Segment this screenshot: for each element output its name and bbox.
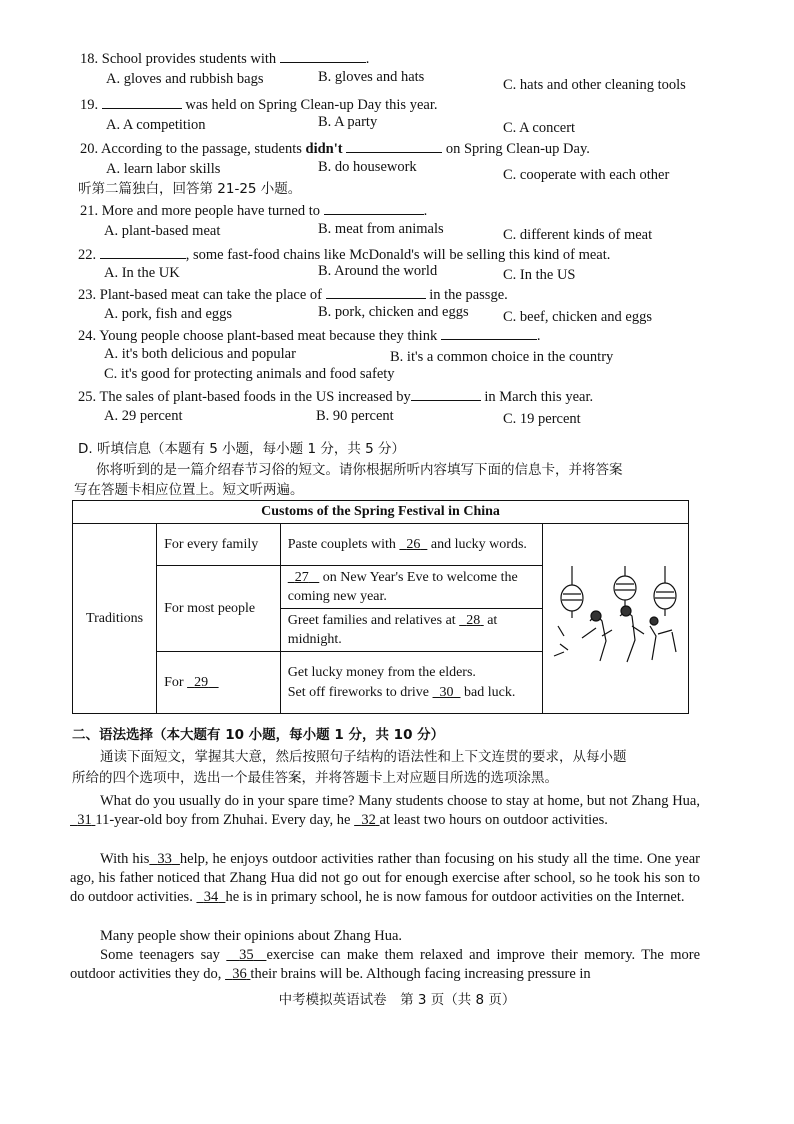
section-2-intro: 听第二篇独白，回答第 21-25 小题。 bbox=[78, 181, 302, 197]
blank-36[interactable]: 36 bbox=[232, 966, 247, 982]
row-content-most-people-2: Greet families and relatives at 28 at midnight. bbox=[280, 609, 542, 652]
traditions-label: Traditions bbox=[73, 524, 157, 714]
blank-30[interactable]: 30 bbox=[439, 684, 454, 700]
blank-27[interactable]: 27 bbox=[294, 570, 309, 585]
question-18-stem: 18. School provides students with . bbox=[80, 48, 369, 68]
blank-35[interactable]: 35 bbox=[239, 947, 254, 963]
blank-31[interactable]: 31 bbox=[77, 812, 92, 828]
blank-26[interactable]: 26 bbox=[406, 537, 421, 552]
question-25-option-b: B. 90 percent bbox=[316, 408, 394, 424]
question-23-stem: 23. Plant-based meat can take the place of in the passge. bbox=[78, 284, 508, 304]
question-23-option-a: A. pork, fish and eggs bbox=[104, 306, 233, 322]
table-title: Customs of the Spring Festival in China bbox=[73, 501, 689, 524]
question-19-stem: 19. was held on Spring Clean-up Day this year. bbox=[80, 94, 437, 114]
row-content-most-people-1: 27 on New Year's Eve to welcome the coming new year. bbox=[280, 566, 542, 609]
grammar-paragraph-4: Some teenagers say 35 exercise can make them relaxed and improve their memory. The more outdoor activities they do, 36 their brains will be. Although facing increasing pressure in bbox=[70, 947, 701, 982]
question-20-stem: 20. According to the passage, students didn't on Spring Clean-up Day. bbox=[80, 138, 590, 158]
grammar-paragraph-2: With his 33 help, he enjoys outdoor activities rather than focusing on his study all the time. One year ago, his father noticed that Zhang Hua did not go out for enough exercise after school, so he took his son to do outdoor activities. 34 he is in primary school, he is now famous for outdoor activities on the Internet. bbox=[70, 851, 700, 905]
question-22-option-c: C. In the US bbox=[503, 267, 576, 283]
question-19-option-a: A. A competition bbox=[106, 117, 206, 133]
section-d-instruction-1: 你将听到的是一篇介绍春节习俗的短文。请你根据所听内容填写下面的信息卡，并将答案 bbox=[96, 462, 623, 478]
grammar-heading: 二、语法选择（本大题有 10 小题，每小题 1 分，共 10 分） bbox=[72, 727, 445, 743]
blank-32[interactable]: 32 bbox=[361, 812, 376, 828]
page-footer: 中考模拟英语试卷 第 3 页（共 8 页） bbox=[278, 992, 516, 1008]
question-21-option-c: C. different kinds of meat bbox=[503, 227, 653, 243]
question-19-option-c: C. A concert bbox=[503, 120, 576, 136]
section-d-instruction-2: 写在答题卡相应位置上。短文听两遍。 bbox=[74, 482, 304, 498]
question-25-option-c: C. 19 percent bbox=[503, 411, 581, 427]
question-25-stem: 25. The sales of plant-based foods in the US increased by in March this year. bbox=[78, 386, 593, 406]
spring-festival-info-card bbox=[72, 500, 689, 714]
blank-29[interactable]: 29 bbox=[194, 674, 209, 690]
question-19-option-b: B. A party bbox=[318, 114, 378, 130]
question-20-option-b: B. do housework bbox=[318, 159, 417, 175]
grammar-instruction-1: 通读下面短文，掌握其大意，然后按照句子结构的语法性和上下文连贯的要求，从每小题 bbox=[100, 749, 627, 765]
question-20-option-c: C. cooperate with each other bbox=[503, 167, 670, 183]
blank-34[interactable]: 34 bbox=[203, 889, 219, 905]
question-22-stem: 22. , some fast-food chains like McDonald's will be selling this kind of meat. bbox=[78, 244, 610, 264]
question-24-option-a: A. it's both delicious and popular bbox=[104, 346, 296, 362]
question-25-option-a: A. 29 percent bbox=[104, 408, 183, 424]
question-18-option-c: C. hats and other cleaning tools bbox=[503, 77, 686, 93]
question-21-option-a: A. plant-based meat bbox=[104, 223, 221, 239]
question-24-stem: 24. Young people choose plant-based meat because they think . bbox=[78, 325, 540, 345]
grammar-paragraph-3: Many people show their opinions about Zhang Hua. bbox=[100, 928, 403, 944]
section-d-heading: D. 听填信息（本题有 5 小题，每小题 1 分，共 5 分） bbox=[78, 441, 405, 457]
question-22-option-a: A. In the UK bbox=[104, 265, 180, 281]
grammar-instruction-2: 所给的四个选项中，选出一个最佳答案，并将答题卡上对应题目所选的选项涂黑。 bbox=[72, 770, 558, 786]
row-label-most-people: For most people bbox=[157, 566, 281, 652]
question-22-option-b: B. Around the world bbox=[318, 263, 438, 279]
question-20-option-a: A. learn labor skills bbox=[106, 161, 221, 177]
lantern-illustration-cell bbox=[542, 524, 688, 714]
question-18-option-b: B. gloves and hats bbox=[318, 69, 425, 85]
blank-28[interactable]: 28 bbox=[466, 613, 481, 628]
question-23-option-c: C. beef, chicken and eggs bbox=[503, 309, 652, 325]
grammar-paragraph-1: What do you usually do in your spare time? Many students choose to stay at home, but not Zhang Hua, 31 11-year-old boy from Zhuhai. Every day, he 32 at least two hours on outdoor activities. bbox=[77, 793, 700, 828]
question-24-option-c: C. it's good for protecting animals and food safety bbox=[104, 366, 395, 382]
question-23-option-b: B. pork, chicken and eggs bbox=[318, 304, 469, 320]
question-24-option-b: B. it's a common choice in the country bbox=[390, 349, 614, 365]
question-21-stem: 21. More and more people have turned to . bbox=[80, 200, 427, 220]
blank-33[interactable]: 33 bbox=[157, 851, 172, 867]
row-content-every-family: Paste couplets with 26 and lucky words. bbox=[280, 524, 542, 566]
row-content-for-29: Get lucky money from the elders. Set off fireworks to drive 30 bad luck. bbox=[280, 652, 542, 714]
row-label-every-family: For every family bbox=[157, 524, 281, 566]
question-21-option-b: B. meat from animals bbox=[318, 221, 444, 237]
row-label-for-29: For 29 bbox=[157, 652, 281, 714]
lanterns-dancers-illustration bbox=[550, 566, 680, 666]
question-18-option-a: A. gloves and rubbish bags bbox=[106, 71, 264, 87]
